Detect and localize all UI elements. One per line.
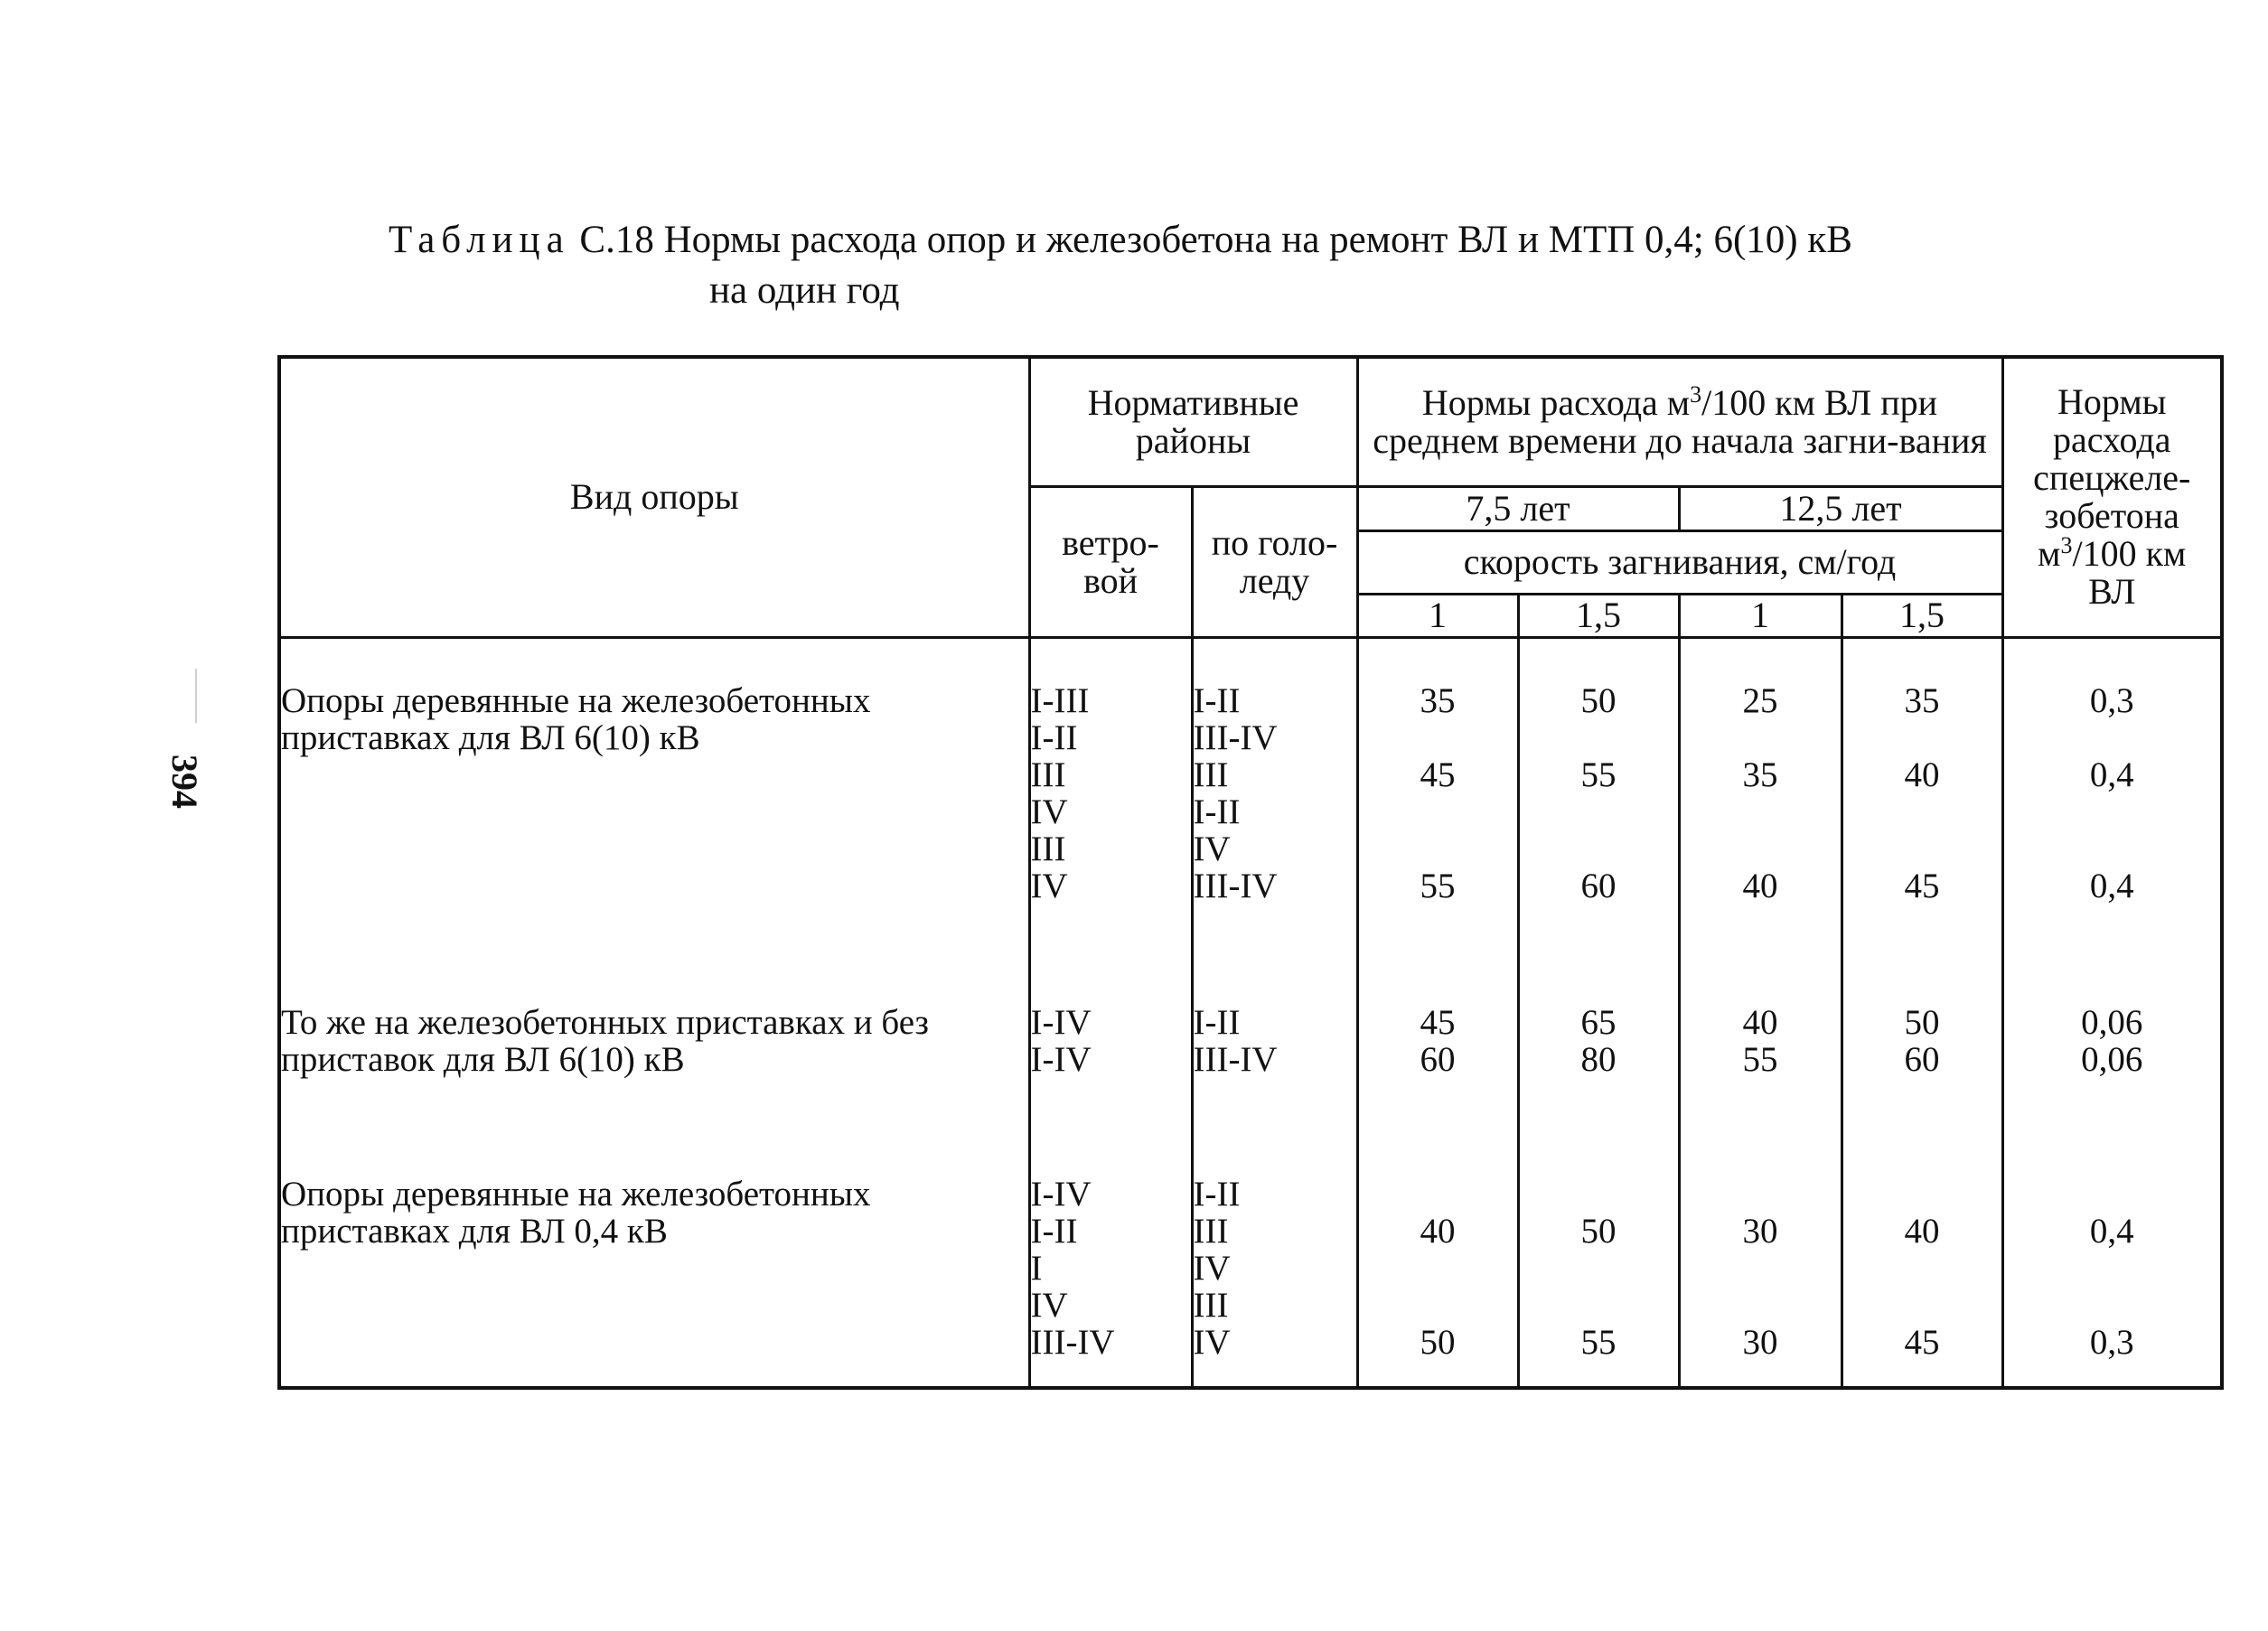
cell-value: 45 — [1904, 1322, 1940, 1362]
margin-mark — [195, 669, 197, 723]
cell-value: 45 — [1904, 866, 1940, 905]
header-special-post: /100 км ВЛ — [2072, 533, 2187, 613]
cell-value-column — [1357, 637, 1518, 959]
cell-wind: I-III — [1030, 680, 1090, 720]
header-wind: ветро-вой — [1029, 486, 1192, 637]
cell-value — [1681, 793, 1841, 830]
header-speed: 1 — [1357, 594, 1518, 637]
cell-special — [2004, 1250, 2221, 1287]
cell-value-column — [1842, 1130, 2002, 1388]
cell-wind: I-IV — [1030, 1002, 1092, 1042]
cell-value — [1681, 1250, 1841, 1287]
cell-special: 0,4 — [2089, 1211, 2134, 1251]
cell-special: 0,06 — [2081, 1039, 2143, 1079]
cell-value-column — [1518, 637, 1679, 959]
cell-ice: I-II — [1193, 680, 1241, 720]
cell-value: 25 — [1742, 680, 1778, 720]
cell-value — [1359, 793, 1517, 830]
cell-value: 55 — [1580, 755, 1617, 794]
cell-value-column — [1842, 637, 2002, 959]
cell-ice-column — [1192, 637, 1357, 959]
header-speed: 1,5 — [1518, 594, 1679, 637]
cell-wind: III — [1030, 755, 1066, 794]
cell-value: 40 — [1742, 1002, 1778, 1042]
cell-value-column — [1518, 1130, 1679, 1388]
cell-special-column — [2002, 959, 2222, 1130]
table-row — [279, 637, 2222, 959]
cell-wind: IV — [1030, 1285, 1068, 1325]
header-speed: 1,5 — [1842, 594, 2002, 637]
cell-special — [2004, 719, 2221, 756]
cell-value: 55 — [1580, 1322, 1617, 1362]
cell-ice: IV — [1193, 1248, 1231, 1288]
cell-wind: III — [1030, 829, 1066, 868]
cell-special-column — [2002, 1130, 2222, 1388]
cell-wind-column — [1029, 1130, 1192, 1388]
cell-value: 35 — [1904, 680, 1940, 720]
cell-value-column — [1357, 1130, 1518, 1388]
cell-value — [1681, 830, 1841, 867]
cell-special: 0,3 — [2089, 680, 2134, 720]
header-special-sup: 3 — [2060, 532, 2073, 559]
title-line2: на один год — [709, 269, 900, 312]
cell-value — [1843, 793, 2001, 830]
header-norms-sup: 3 — [1690, 380, 1702, 408]
cell-value: 45 — [1420, 755, 1456, 794]
cell-wind-column — [1029, 637, 1192, 959]
cell-special: 0,3 — [2089, 1322, 2134, 1362]
cell-wind: I-IV — [1030, 1174, 1092, 1214]
cell-ice: IV — [1193, 1322, 1231, 1362]
header-norms — [1357, 357, 2002, 486]
table-row — [279, 1130, 2222, 1388]
cell-special — [2004, 1287, 2221, 1324]
cell-ice: III — [1193, 1285, 1229, 1325]
cell-value: 30 — [1742, 1211, 1778, 1251]
cell-value-column — [1518, 959, 1679, 1130]
header-ice: по голо-леду — [1192, 486, 1357, 637]
cell-value: 50 — [1904, 1002, 1940, 1042]
cell-value — [1359, 830, 1517, 867]
row-kind: Опоры деревянные на железобетонных приставках для ВЛ 0,4 кВ — [279, 1130, 1029, 1388]
page-number: 394 — [164, 755, 205, 809]
cell-wind: IV — [1030, 866, 1068, 905]
cell-special: 0,4 — [2089, 755, 2134, 794]
cell-special: 0,4 — [2089, 866, 2134, 905]
table-row — [279, 959, 2222, 1130]
cell-ice: I-II — [1193, 792, 1241, 831]
cell-special-column — [2002, 637, 2222, 959]
cell-ice-column — [1192, 959, 1357, 1130]
cell-wind-column — [1029, 959, 1192, 1130]
cell-value: 60 — [1904, 1039, 1940, 1079]
table-header — [279, 357, 2222, 637]
cell-value — [1359, 719, 1517, 756]
cell-special — [2004, 793, 2221, 830]
cell-special: 0,06 — [2081, 1002, 2143, 1042]
cell-value-column — [1679, 1130, 1842, 1388]
cell-value — [1520, 1287, 1678, 1324]
cell-value — [1520, 830, 1678, 867]
header-speed: 1 — [1679, 594, 1842, 637]
cell-value: 80 — [1580, 1039, 1617, 1079]
cell-value: 60 — [1580, 866, 1617, 905]
norms-table — [277, 355, 2224, 1390]
cell-value — [1843, 1176, 2001, 1213]
cell-value-column — [1679, 959, 1842, 1130]
cell-value — [1520, 1176, 1678, 1213]
cell-value — [1843, 1250, 2001, 1287]
header-special — [2002, 357, 2222, 637]
cell-ice: III-IV — [1193, 866, 1278, 905]
header-years-1: 7,5 лет — [1357, 486, 1679, 530]
cell-value — [1843, 719, 2001, 756]
header-rot-speed: скорость загнивания, см/год — [1357, 530, 2002, 594]
cell-value — [1520, 719, 1678, 756]
cell-special — [2004, 1176, 2221, 1213]
cell-ice-column — [1192, 1130, 1357, 1388]
cell-value: 30 — [1742, 1322, 1778, 1362]
cell-ice: III-IV — [1193, 1039, 1278, 1079]
cell-value: 35 — [1742, 755, 1778, 794]
cell-value: 65 — [1580, 1002, 1617, 1042]
row-kind: То же на железобетонных приставках и без приставок для ВЛ 6(10) кВ — [279, 959, 1029, 1130]
cell-ice: III-IV — [1193, 717, 1278, 757]
cell-value: 50 — [1580, 680, 1617, 720]
cell-wind: IV — [1030, 792, 1068, 831]
cell-value-column — [1842, 959, 2002, 1130]
header-norms-post: /100 км ВЛ при среднем времени до начала загни-вания — [1373, 381, 1987, 461]
cell-ice: IV — [1193, 829, 1231, 868]
cell-value: 50 — [1580, 1211, 1617, 1251]
cell-ice: III — [1193, 755, 1229, 794]
cell-ice: III — [1193, 1211, 1229, 1251]
cell-ice: I-II — [1193, 1002, 1241, 1042]
cell-value — [1843, 1287, 2001, 1324]
cell-value: 55 — [1742, 1039, 1778, 1079]
cell-value — [1520, 1250, 1678, 1287]
header-years-2: 12,5 лет — [1679, 486, 2002, 530]
cell-value: 40 — [1742, 866, 1778, 905]
title-prefix: Таблица — [389, 219, 570, 261]
cell-wind: I-II — [1030, 717, 1078, 757]
header-special-pre: Нормы расхода спецжеле-зобетона м — [2033, 381, 2191, 575]
cell-value — [1681, 719, 1841, 756]
cell-value: 35 — [1420, 680, 1456, 720]
header-kind: Вид опоры — [279, 357, 1029, 637]
cell-wind: I-IV — [1030, 1039, 1092, 1079]
cell-value: 40 — [1904, 755, 1940, 794]
cell-wind: III-IV — [1030, 1322, 1115, 1362]
cell-wind: I-II — [1030, 1211, 1078, 1251]
title-text: С.18 Нормы расхода опор и железобетона на ремонт ВЛ и МТП 0,4; 6(10) кВ — [579, 219, 1852, 261]
cell-value: 55 — [1420, 866, 1456, 905]
cell-value: 50 — [1420, 1322, 1456, 1362]
cell-value — [1681, 1287, 1841, 1324]
header-norms-pre: Нормы расхода м — [1421, 381, 1691, 423]
table-body — [279, 637, 2222, 1388]
cell-value — [1359, 1176, 1517, 1213]
cell-special — [2004, 830, 2221, 867]
table-title — [389, 215, 1852, 316]
cell-value-column — [1679, 637, 1842, 959]
cell-value: 45 — [1420, 1002, 1456, 1042]
cell-value — [1843, 830, 2001, 867]
cell-value — [1359, 1250, 1517, 1287]
cell-ice: I-II — [1193, 1174, 1241, 1214]
cell-value: 40 — [1420, 1211, 1456, 1251]
cell-value: 40 — [1904, 1211, 1940, 1251]
cell-value — [1359, 1287, 1517, 1324]
row-kind: Опоры деревянные на железобетонных приставках для ВЛ 6(10) кВ — [279, 637, 1029, 959]
cell-value: 60 — [1420, 1039, 1456, 1079]
cell-value — [1520, 793, 1678, 830]
header-regions: Нормативные районы — [1029, 357, 1357, 486]
cell-wind: I — [1030, 1248, 1043, 1288]
cell-value-column — [1357, 959, 1518, 1130]
cell-value — [1681, 1176, 1841, 1213]
